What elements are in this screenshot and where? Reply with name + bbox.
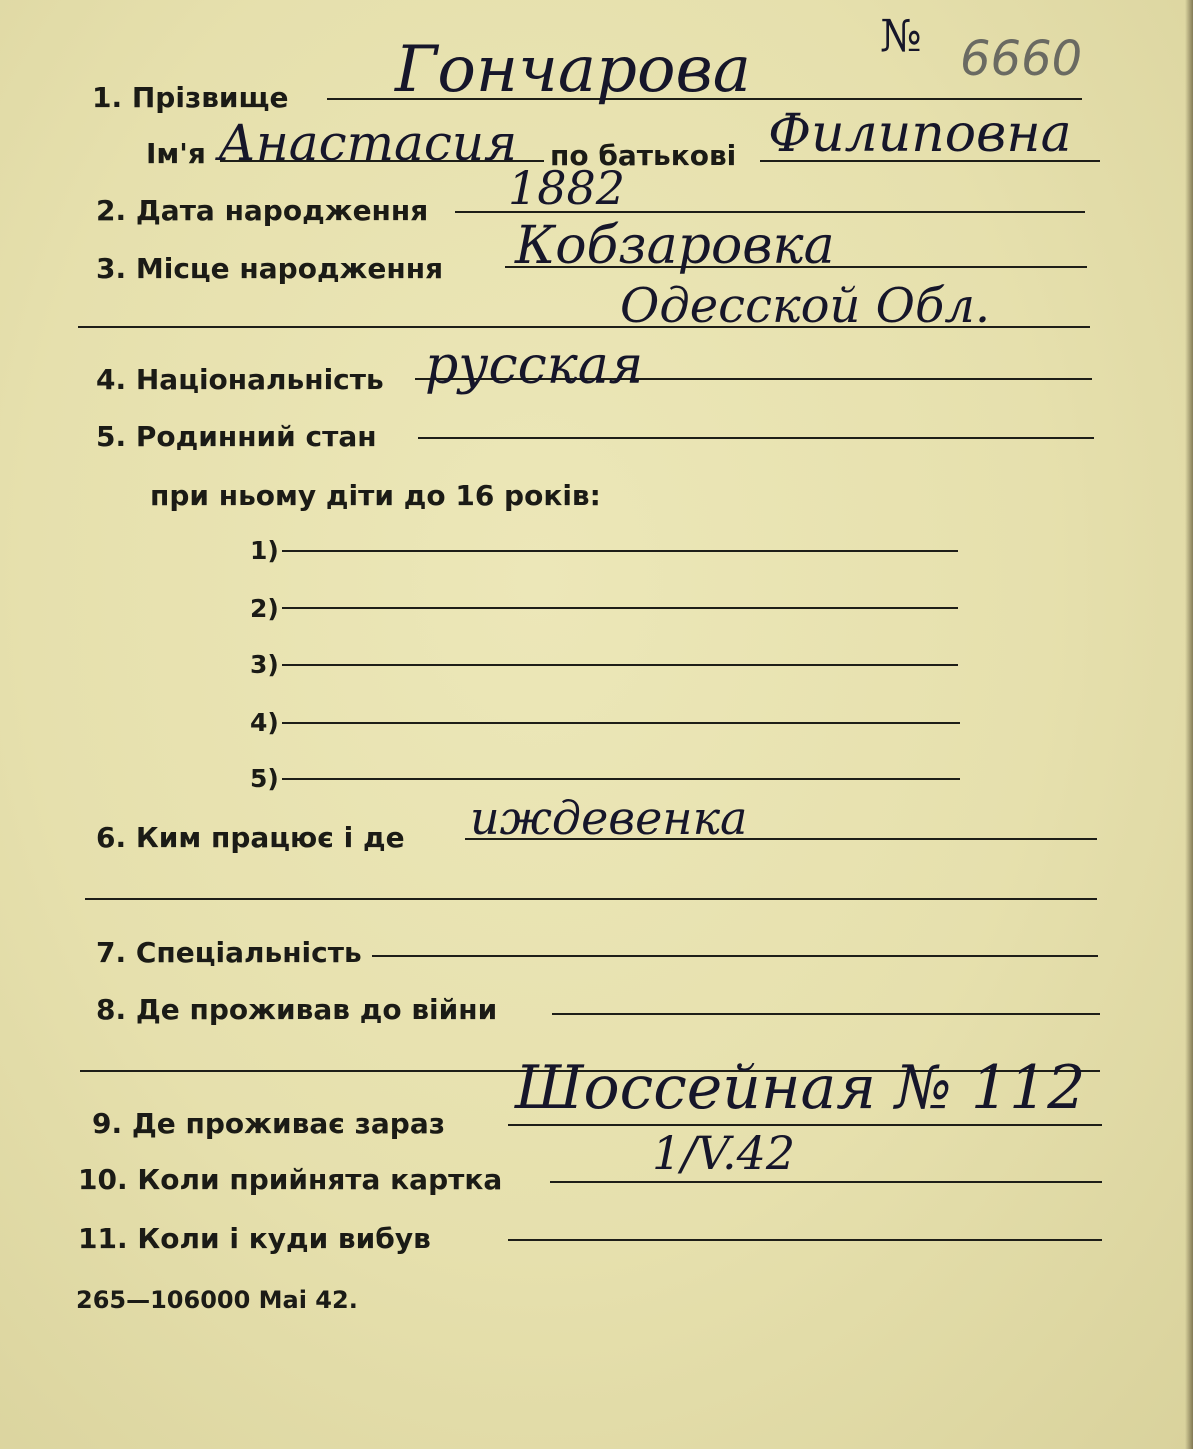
child-4-label: 4) — [250, 708, 279, 737]
departure-line — [508, 1239, 1102, 1241]
prewar-residence-line — [552, 1013, 1100, 1015]
field-label-patronymic: по батькові — [550, 139, 737, 172]
child-1-line — [282, 550, 958, 552]
children-heading: при ньому діти до 16 років: — [150, 479, 601, 512]
field-label-current-residence: 9. Де проживає зараз — [92, 1107, 445, 1140]
birth-place-value-line2: Одесской Обл. — [620, 278, 991, 334]
field-label-occupation: 6. Ким працює і де — [96, 821, 405, 854]
surname-value: Гончарова — [395, 33, 751, 107]
field-label-surname: 1. Прізвище — [92, 81, 289, 114]
nationality-value: русская — [425, 336, 644, 396]
child-3-label: 3) — [250, 650, 279, 679]
current-residence-line — [508, 1124, 1102, 1126]
field-label-birth-place: 3. Місце народження — [96, 252, 444, 285]
field-label-first-name: Ім'я — [146, 137, 206, 170]
card-number: 6660 — [960, 31, 1083, 87]
occupation-value: иждевенка — [470, 791, 748, 845]
child-4-line — [282, 722, 960, 724]
child-5-line — [282, 778, 960, 780]
field-label-card-accepted: 10. Коли прийнята картка — [78, 1163, 503, 1196]
specialty-line — [372, 955, 1098, 957]
occupation-line-2 — [85, 898, 1097, 900]
card-number-prefix: № — [880, 11, 922, 62]
first-name-value: Анастасия — [218, 114, 518, 172]
print-code: 265—106000 Mai 42. — [76, 1286, 358, 1314]
card-edge-shadow — [1185, 0, 1193, 1449]
marital-status-line — [418, 437, 1094, 439]
field-label-nationality: 4. Національність — [96, 363, 384, 396]
field-label-specialty: 7. Спеціальність — [96, 936, 362, 969]
field-label-birth-date: 2. Дата народження — [96, 194, 429, 227]
child-2-label: 2) — [250, 594, 279, 623]
card-accepted-line — [550, 1181, 1102, 1183]
field-label-marital-status: 5. Родинний стан — [96, 420, 377, 453]
current-residence-value: Шоссейная № 112 — [515, 1053, 1086, 1123]
child-5-label: 5) — [250, 764, 279, 793]
field-label-prewar-residence: 8. Де проживав до війни — [96, 993, 498, 1026]
card-accepted-value: 1/V.42 — [652, 1126, 796, 1180]
patronymic-value: Филиповна — [768, 104, 1072, 164]
child-2-line — [282, 607, 958, 609]
birth-date-value: 1882 — [508, 161, 626, 215]
child-3-line — [282, 664, 958, 666]
child-1-label: 1) — [250, 536, 279, 565]
birth-place-value-line1: Кобзаровка — [515, 216, 835, 276]
field-label-departure: 11. Коли і куди вибув — [78, 1222, 431, 1255]
